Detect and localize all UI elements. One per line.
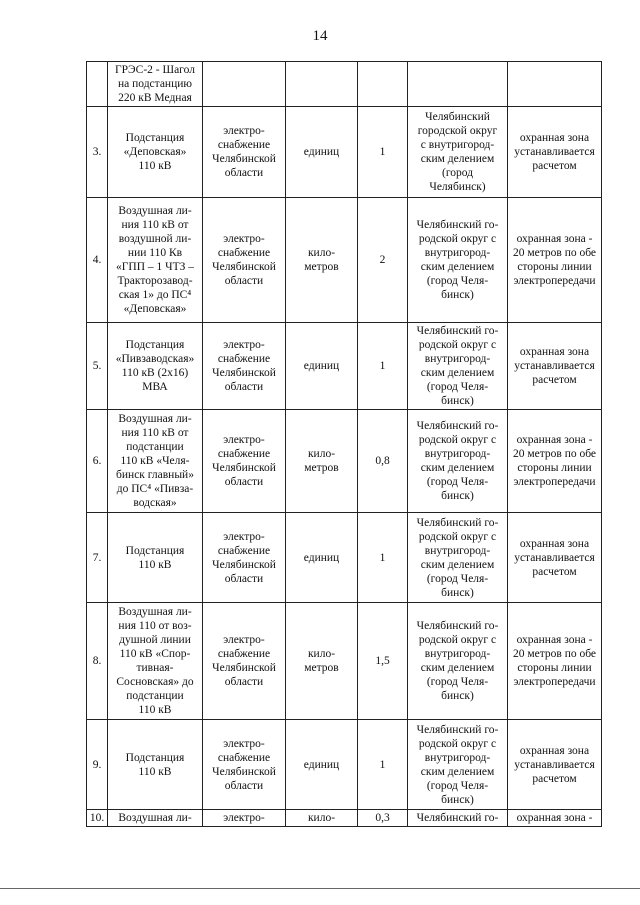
cell-zone xyxy=(508,720,602,810)
cell-line: электро- xyxy=(223,634,265,646)
cell-line: снабжение xyxy=(217,247,271,259)
cell-line: (город Челя- xyxy=(426,676,489,688)
cell-unit xyxy=(286,198,358,323)
cell-text: 8. xyxy=(92,655,102,667)
cell-line: 110 кВ (2х16) xyxy=(121,367,189,379)
cell-line: расчетом xyxy=(532,565,577,578)
cell-purpose xyxy=(203,62,286,107)
cell-text: 9. xyxy=(92,758,102,771)
cell-location xyxy=(408,410,508,513)
cell-line: внутригород- xyxy=(424,648,491,660)
cell-line: бинск) xyxy=(441,690,474,702)
cell-location xyxy=(408,513,508,603)
cell-line: снабжение xyxy=(217,353,271,365)
cell-line: снабжение xyxy=(217,139,271,151)
cell-qty xyxy=(358,62,408,107)
cell-line: водская» xyxy=(133,497,177,509)
cell-line: Челябинской xyxy=(212,462,276,474)
cell-line: 20 метров по обе xyxy=(512,448,597,460)
cell-line: подстанции xyxy=(126,690,184,702)
table-row xyxy=(87,410,602,513)
cell-location xyxy=(408,603,508,720)
cell-text: 1 xyxy=(379,758,386,771)
cell-text: 1,5 xyxy=(375,655,390,667)
cell-unit xyxy=(286,513,358,603)
cell-line: охранная зона - xyxy=(516,812,593,824)
cell-line: Челябинской xyxy=(212,765,276,778)
facilities-table xyxy=(86,61,602,827)
cell-line: 20 метров по обе xyxy=(512,648,597,660)
cell-line: электропередачи xyxy=(513,476,596,488)
cell-line: Воздушная ли- xyxy=(118,812,192,824)
cell-qty xyxy=(358,513,408,603)
cell-line: ским делением xyxy=(420,153,495,165)
cell-line: охранная зона xyxy=(519,132,590,144)
cell-qty xyxy=(358,107,408,198)
cell-num xyxy=(87,810,108,827)
cell-line: Челябинской xyxy=(212,153,276,165)
cell-name xyxy=(108,810,203,827)
cell-purpose xyxy=(203,720,286,810)
cell-line: Подстанция xyxy=(125,544,185,557)
cell-line: Тракторозавод- xyxy=(117,275,193,287)
cell-num xyxy=(87,62,108,107)
cell-line: электро- xyxy=(223,233,265,245)
cell-line: Челябинской xyxy=(212,558,276,571)
cell-line: (город Челя- xyxy=(426,381,489,393)
cell-line: устанавливается xyxy=(514,551,595,564)
cell-location xyxy=(408,198,508,323)
cell-line: области xyxy=(224,572,264,585)
cell-line: области xyxy=(224,381,264,393)
cell-unit xyxy=(286,62,358,107)
cell-qty xyxy=(358,323,408,410)
cell-line: электро- xyxy=(223,530,265,543)
cell-line: Воздушная ли- xyxy=(118,606,192,618)
table-row xyxy=(87,198,602,323)
cell-line: 110 кВ «Челя- xyxy=(120,455,190,467)
cell-line: Челябинский го- xyxy=(416,420,499,432)
cell-line: ния 110 кВ от xyxy=(121,219,189,231)
cell-qty xyxy=(358,198,408,323)
cell-line: 110 кВ «Спор- xyxy=(119,648,191,660)
cell-line: «Деповская» xyxy=(123,303,187,315)
cell-qty xyxy=(358,410,408,513)
cell-line: расчетом xyxy=(532,772,577,785)
cell-line: Челябинский го- xyxy=(416,219,499,231)
cell-line: Челябинский го- xyxy=(416,516,499,529)
cell-line: (город Челя- xyxy=(426,476,489,488)
cell-text: 0,3 xyxy=(375,812,390,824)
cell-name xyxy=(108,62,203,107)
cell-name xyxy=(108,603,203,720)
cell-text: 6. xyxy=(92,455,102,467)
cell-line: ским делением xyxy=(420,765,495,778)
cell-line: внутригород- xyxy=(424,247,491,259)
cell-purpose xyxy=(203,810,286,827)
cell-name xyxy=(108,198,203,323)
cell-location xyxy=(408,62,508,107)
cell-purpose xyxy=(203,513,286,603)
cell-line: родской округ с xyxy=(418,737,497,750)
cell-line: электро- xyxy=(223,125,265,137)
cell-zone xyxy=(508,810,602,827)
cell-line: ским делением xyxy=(420,558,495,571)
cell-line: воздушной ли- xyxy=(118,233,192,245)
cell-text: 0,8 xyxy=(375,455,390,467)
cell-line: 110 кВ xyxy=(138,558,172,571)
cell-zone xyxy=(508,107,602,198)
cell-line: родской округ с xyxy=(418,339,497,351)
cell-line: тивная- xyxy=(136,662,174,674)
cell-line: Сосновская» до xyxy=(116,676,194,688)
cell-line: снабжение xyxy=(217,544,271,557)
cell-line: МВА xyxy=(142,381,168,393)
cell-zone xyxy=(508,603,602,720)
cell-line: электропередачи xyxy=(513,275,596,287)
cell-line: душной линии xyxy=(119,634,191,646)
cell-num xyxy=(87,513,108,603)
table-row xyxy=(87,513,602,603)
cell-line: кило- xyxy=(307,812,336,824)
cell-line: Подстанция xyxy=(125,132,185,144)
cell-line: устанавливается xyxy=(514,758,595,771)
cell-line: охранная зона - xyxy=(516,434,593,446)
cell-unit xyxy=(286,720,358,810)
cell-purpose xyxy=(203,603,286,720)
cell-line: 20 метров по обе xyxy=(512,247,597,259)
cell-line: Подстанция xyxy=(125,751,185,764)
cell-line: внутригород- xyxy=(424,353,491,365)
cell-line: бинск) xyxy=(441,395,474,407)
cell-line: 220 кВ Медная xyxy=(118,92,192,104)
cell-line: метров xyxy=(304,662,339,674)
cell-line: снабжение xyxy=(217,751,271,764)
table-row xyxy=(87,323,602,410)
cell-text: 1 xyxy=(379,360,386,372)
cell-num xyxy=(87,107,108,198)
table-row xyxy=(87,720,602,810)
cell-line: единиц xyxy=(303,758,340,771)
cell-line: ским делением xyxy=(420,261,495,273)
cell-line: внутригород- xyxy=(424,751,491,764)
cell-unit xyxy=(286,107,358,198)
cell-text: 5. xyxy=(92,360,102,372)
cell-line: электропередачи xyxy=(513,676,596,688)
cell-text: 7. xyxy=(92,551,102,564)
cell-line: родской округ с xyxy=(418,233,497,245)
cell-line: стороны линии xyxy=(517,462,592,474)
cell-num xyxy=(87,198,108,323)
cell-line: кило- xyxy=(307,648,336,660)
cell-num xyxy=(87,323,108,410)
cell-line: «Деповская» xyxy=(123,146,187,158)
cell-line: метров xyxy=(304,261,339,273)
cell-line: бинск) xyxy=(441,289,474,301)
cell-line: устанавливается xyxy=(514,360,595,372)
cell-line: ским делением xyxy=(420,662,495,674)
cell-line: бинск) xyxy=(441,586,474,599)
cell-line: электро- xyxy=(223,434,265,446)
cell-text: 2 xyxy=(379,254,386,266)
cell-unit xyxy=(286,810,358,827)
cell-line: Челябинской xyxy=(212,367,276,379)
cell-name xyxy=(108,410,203,513)
cell-line: ская 1» до ПС⁴ xyxy=(118,289,192,301)
cell-line: устанавливается xyxy=(514,146,595,158)
cell-line: единиц xyxy=(303,360,340,372)
cell-line: ским делением xyxy=(420,462,495,474)
cell-line: с внутригород- xyxy=(420,139,495,151)
cell-location xyxy=(408,810,508,827)
cell-line: области xyxy=(224,275,264,287)
cell-line: Челябинский го- xyxy=(416,325,499,337)
cell-num xyxy=(87,720,108,810)
cell-unit xyxy=(286,323,358,410)
cell-text: 3. xyxy=(92,146,102,158)
cell-line: 110 кВ xyxy=(138,765,172,778)
cell-line: (город Челя- xyxy=(426,275,489,287)
table-row xyxy=(87,62,602,107)
cell-line: Подстанция xyxy=(125,339,185,351)
cell-line: метров xyxy=(304,462,339,474)
cell-line: единиц xyxy=(303,146,340,158)
table-row xyxy=(87,810,602,827)
cell-line: (город Челя- xyxy=(426,779,489,792)
cell-line: охранная зона xyxy=(519,744,590,757)
cell-name xyxy=(108,720,203,810)
cell-line: охранная зона - xyxy=(516,634,593,646)
cell-line: снабжение xyxy=(217,448,271,460)
cell-purpose xyxy=(203,410,286,513)
table-row xyxy=(87,603,602,720)
cell-line: электро- xyxy=(223,812,265,824)
cell-line: бинск главный» xyxy=(116,469,194,481)
cell-line: бинск) xyxy=(441,490,474,502)
cell-line: ния 110 от воз- xyxy=(118,620,192,632)
cell-line: до ПС⁴ «Пивза- xyxy=(116,483,194,495)
cell-line: родской округ с xyxy=(418,434,497,446)
cell-zone xyxy=(508,62,602,107)
cell-line: нии 110 Кв xyxy=(127,247,183,259)
cell-line: родской округ с xyxy=(418,530,497,543)
cell-location xyxy=(408,107,508,198)
cell-line: бинск) xyxy=(441,793,474,806)
cell-zone xyxy=(508,410,602,513)
cell-unit xyxy=(286,410,358,513)
cell-line: охранная зона xyxy=(519,537,590,550)
cell-name xyxy=(108,107,203,198)
page-number: 14 xyxy=(312,28,328,44)
cell-line: (город Челя- xyxy=(426,572,489,585)
bottom-rule xyxy=(0,888,640,889)
cell-line: единиц xyxy=(303,551,340,564)
cell-name xyxy=(108,513,203,603)
cell-line: области xyxy=(224,779,264,792)
cell-line: кило- xyxy=(307,448,336,460)
cell-name xyxy=(108,323,203,410)
cell-line: городской округ xyxy=(417,125,498,137)
cell-line: Челябинский го- xyxy=(416,620,499,632)
cell-qty xyxy=(358,603,408,720)
cell-line: расчетом xyxy=(532,160,577,172)
cell-line: Челябинской xyxy=(212,261,276,273)
cell-line: ГРЭС-2 - Шагол xyxy=(115,64,195,76)
cell-line: ния 110 кВ от xyxy=(121,427,189,439)
cell-line: 110 кВ xyxy=(138,160,172,172)
cell-line: на подстанцию xyxy=(118,78,192,90)
cell-line: Челябинск) xyxy=(429,181,486,193)
cell-line: Воздушная ли- xyxy=(118,205,192,217)
cell-line: Челябинский xyxy=(425,111,490,123)
cell-purpose xyxy=(203,323,286,410)
cell-purpose xyxy=(203,198,286,323)
cell-line: родской округ с xyxy=(418,634,497,646)
cell-line: 110 кВ xyxy=(138,704,172,716)
cell-line: Челябинской xyxy=(212,662,276,674)
cell-line: расчетом xyxy=(532,374,577,386)
cell-line: области xyxy=(224,476,264,488)
cell-qty xyxy=(358,720,408,810)
cell-location xyxy=(408,720,508,810)
cell-line: области xyxy=(224,676,264,688)
cell-line: (город xyxy=(441,167,474,179)
cell-purpose xyxy=(203,107,286,198)
cell-text: 1 xyxy=(379,551,386,564)
cell-line: Челябинский го- xyxy=(416,812,499,824)
cell-line: внутригород- xyxy=(424,544,491,557)
cell-line: электро- xyxy=(223,737,265,750)
cell-location xyxy=(408,323,508,410)
cell-line: «Пивзаводская» xyxy=(115,353,195,365)
cell-line: электро- xyxy=(223,339,265,351)
cell-line: подстанции xyxy=(126,441,184,453)
cell-line: снабжение xyxy=(217,648,271,660)
cell-zone xyxy=(508,323,602,410)
cell-zone xyxy=(508,513,602,603)
cell-text: 4. xyxy=(92,254,102,266)
cell-num xyxy=(87,603,108,720)
cell-text: 10. xyxy=(89,812,105,824)
cell-line: стороны линии xyxy=(517,261,592,273)
cell-line: стороны линии xyxy=(517,662,592,674)
cell-line: охранная зона xyxy=(519,346,590,358)
table-row xyxy=(87,107,602,198)
cell-line: кило- xyxy=(307,247,336,259)
cell-line: Воздушная ли- xyxy=(118,413,192,425)
cell-line: «ГПП – 1 ЧТЗ – xyxy=(115,261,195,273)
cell-unit xyxy=(286,603,358,720)
cell-qty xyxy=(358,810,408,827)
cell-line: охранная зона - xyxy=(516,233,593,245)
cell-line: ским делением xyxy=(420,367,495,379)
cell-line: внутригород- xyxy=(424,448,491,460)
cell-text: 1 xyxy=(379,146,386,158)
cell-line: области xyxy=(224,167,264,179)
cell-num xyxy=(87,410,108,513)
cell-zone xyxy=(508,198,602,323)
cell-line: Челябинский го- xyxy=(416,723,499,736)
